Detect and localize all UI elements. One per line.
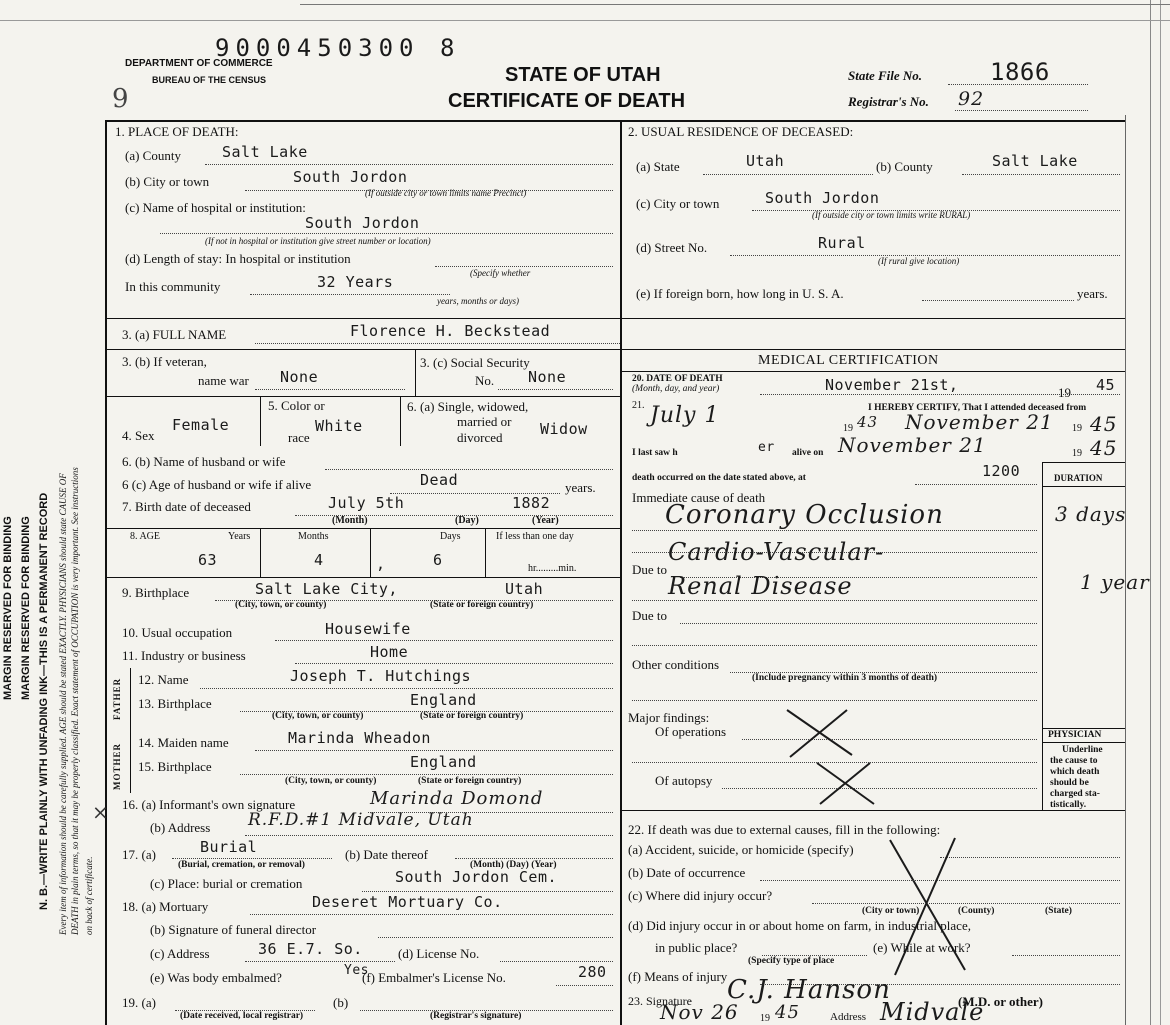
attended-to: November 21 (905, 410, 1054, 434)
informant-sig-label: 16. (a) Informant's own signature (122, 797, 296, 812)
vrule-sex (260, 396, 261, 446)
age-comma: , (376, 555, 386, 573)
ss-number: None (528, 368, 567, 386)
place-heading: 1. PLACE OF DEATH: (115, 124, 239, 139)
age-years-lbl: Years (228, 531, 251, 542)
vrule-race (400, 396, 401, 446)
autopsy-x-mark (812, 758, 882, 808)
physician-head-rule (1042, 742, 1125, 743)
duration-2: 1 year (1080, 570, 1150, 594)
serial-number: 9000450300 8 (215, 34, 461, 62)
physician-signature: C.J. Hanson (727, 975, 891, 1005)
attended-from: July 1 (650, 403, 720, 428)
phys-note-5: charged sta- (1050, 789, 1100, 799)
industry-label: 11. Industry or business (122, 648, 246, 663)
rule-age-bottom (105, 577, 620, 578)
phys-note-1: Underline (1062, 745, 1103, 755)
father-name-label: 12. Name (138, 672, 189, 687)
date-thereof-label: (b) Date thereof (345, 847, 429, 862)
cause-due-to-a: Cardio-Vascular- (668, 538, 885, 566)
of-autopsy-label: Of autopsy (655, 773, 713, 788)
md-label: (M.D. or other) (958, 994, 1043, 1009)
where-label: (c) Where did injury occur? (628, 888, 773, 903)
physician-box-top (1042, 728, 1125, 729)
mb-state-lbl: (State or foreign country) (418, 776, 522, 786)
signature-label: 23. Signature (628, 994, 692, 1008)
war-label: name war (198, 373, 249, 388)
death-county: Salt Lake (222, 143, 308, 161)
vrule-age1 (260, 528, 261, 577)
embalmed: Yes (344, 963, 369, 978)
age-label: 8. AGE (130, 531, 160, 542)
specify-place: (Specify type of place (748, 956, 835, 966)
marital-status: Widow (540, 420, 588, 438)
cert-title: CERTIFICATE OF DEATH (448, 90, 686, 112)
immediate-cause: Coronary Occlusion (665, 500, 944, 530)
day-lbl: (Day) (455, 515, 479, 526)
sig-date: Nov 26 (660, 1000, 739, 1024)
duration-header: DURATION (1054, 473, 1103, 483)
informant-addr-label: (b) Address (150, 820, 211, 835)
public-question: in public place? (655, 940, 738, 955)
dod-label: 20. DATE OF DEATH (632, 374, 723, 384)
registrar-sig-lbl: (Registrar's signature) (430, 1011, 522, 1021)
father-side-label: FATHER (112, 677, 122, 720)
burial-place-label: (c) Place: burial or cremation (150, 876, 303, 891)
last-saw-date: November 21 (838, 433, 987, 457)
ext-state-lbl: (State) (1045, 906, 1072, 916)
paper-edge-2 (1160, 0, 1161, 1025)
marital-label-3: divorced (457, 430, 503, 445)
date-received-lbl: (Date received, local registrar) (180, 1011, 304, 1021)
left-border (105, 120, 107, 1025)
bp-city-lbl: (City, town, or county) (235, 600, 327, 610)
bureau-label: BUREAU OF THE CENSUS (152, 75, 267, 85)
margin-permanent-record: N. B.—WRITE PLAINLY WITH UNFADING INK—THIS IS A PERMANENT RECORD (38, 492, 50, 910)
duration-head-rule (1042, 486, 1125, 487)
rule-name (105, 318, 1125, 319)
paper-edge (1150, 0, 1151, 1025)
phys-note-3: which death (1050, 767, 1100, 777)
marital-label: 6. (a) Single, widowed, (407, 399, 529, 414)
marital-label-2: married or (457, 414, 512, 429)
phys-note-6: tistically. (1050, 800, 1087, 810)
age-months-lbl: Months (298, 531, 329, 542)
rule-veteran (105, 349, 1125, 350)
burial-note: (Burial, cremation, or removal) (178, 860, 305, 870)
mortuary-address-label: (c) Address (150, 946, 210, 961)
last-19: 19 (1072, 448, 1082, 459)
mortuary-label: 18. (a) Mortuary (122, 899, 209, 914)
vrule-veteran (415, 349, 416, 396)
license-label: (d) License No. (398, 946, 480, 961)
margin-binding-2: MARGIN RESERVED FOR BINDING (20, 516, 32, 700)
dod-year: 45 (1096, 376, 1116, 394)
mother-name-label: 14. Maiden name (138, 735, 229, 750)
state-file-label: State File No. (848, 68, 923, 83)
res-street-label: (d) Street No. (636, 240, 708, 255)
spouse-age: Dead (420, 471, 459, 489)
specify-whether: (Specify whether (470, 268, 531, 278)
while-work: (e) While at work? (873, 940, 971, 955)
industry: Home (370, 643, 409, 661)
sig-19: 19 (760, 1013, 770, 1024)
mother-birth-label: 15. Birthplace (138, 759, 212, 774)
dod-note: (Month, day, and year) (632, 384, 720, 394)
veteran-label: 3. (b) If veteran, (122, 354, 207, 369)
race-label: 5. Color or (268, 398, 325, 413)
ext-city-lbl: (City or town) (862, 906, 920, 916)
hospital-name: South Jordon (305, 214, 420, 232)
physician-header: PHYSICIAN (1048, 730, 1102, 740)
operations-x-mark (782, 705, 857, 760)
stay-label: (d) Length of stay: In hospital or institution (125, 251, 351, 266)
preg-note: (Include pregnancy within 3 months of death) (752, 673, 938, 683)
top-paper-edge (300, 4, 1170, 5)
year-lbl: (Year) (532, 515, 559, 526)
race-sub: race (288, 430, 310, 445)
phys-note-4: should be (1050, 778, 1089, 788)
hospital-note: (If not in hospital or institution give street number or location) (205, 236, 431, 246)
rule-age-top (105, 528, 620, 529)
race: White (315, 417, 363, 435)
means-label: (f) Means of injury (628, 969, 728, 984)
res-street: Rural (818, 234, 866, 252)
item19b-label: (b) (333, 995, 349, 1010)
res-county-label: (b) County (876, 159, 933, 174)
embalmer-license-label: (f) Embalmer's License No. (362, 970, 506, 985)
duration-top (1042, 462, 1125, 463)
less-one-day: If less than one day (496, 531, 574, 542)
community-length: 32 Years (317, 273, 394, 291)
war-name: None (280, 368, 319, 386)
community-label: In this community (125, 279, 221, 294)
rule-external (620, 810, 1125, 811)
vrule-age2 (370, 528, 371, 577)
certify-text: I HEREBY CERTIFY, That I attended deceased from (868, 403, 1087, 413)
informant-signature: Marinda Domond (370, 788, 544, 809)
major-findings-label: Major findings: (628, 710, 710, 725)
last-saw-her: er (758, 440, 775, 455)
age-months: 4 (314, 551, 324, 569)
burial-label: 17. (a) (122, 847, 156, 862)
sex: Female (172, 416, 230, 434)
registrar-no: 92 (958, 88, 985, 110)
age-years: 63 (198, 551, 218, 569)
top-border (105, 120, 1125, 122)
mdy-lbl: (Month) (Day) (Year) (470, 860, 557, 870)
medical-heading: MEDICAL CERTIFICATION (758, 353, 939, 368)
city-label: (b) City or town (125, 174, 210, 189)
vrule-age3 (485, 528, 486, 577)
bp-state-lbl: (State or foreign country) (430, 600, 534, 610)
to-year: 45 (1090, 412, 1118, 436)
ss-no-label: No. (475, 373, 495, 388)
margin-mark: 9 (112, 84, 129, 114)
death-city: South Jordon (293, 168, 408, 186)
county-label: (a) County (125, 148, 181, 163)
ext-county-lbl: (County) (958, 906, 995, 916)
margin-instructions-3: on back of certificate. (84, 856, 94, 935)
birthplace-state: Utah (505, 580, 544, 598)
spouse-age-label: 6 (c) Age of husband or wife if alive (122, 477, 312, 492)
hospital-label: (c) Name of hospital or institution: (125, 200, 306, 215)
embalmed-label: (e) Was body embalmed? (150, 970, 282, 985)
dod-19: 19 (1058, 385, 1071, 400)
age-days-lbl: Days (440, 531, 461, 542)
state-file-no: 1866 (990, 58, 1050, 86)
embalmer-license: 280 (578, 963, 607, 981)
mother-birthplace: England (410, 753, 477, 771)
state-title: STATE OF UTAH (505, 64, 661, 86)
hr-min: hr.........min. (528, 563, 577, 574)
informant-address: R.F.D.#1 Midvale, Utah (248, 810, 474, 830)
res-city: South Jordon (765, 189, 880, 207)
duration-col (1042, 462, 1043, 810)
home-question: (d) Did injury occur in or about home on farm, in industrial place, (628, 918, 971, 933)
rule-sex (105, 396, 620, 397)
father-name: Joseph T. Hutchings (290, 667, 472, 685)
father-birthplace: England (410, 691, 477, 709)
from-19: 19 (843, 423, 853, 434)
ss-label: 3. (c) Social Security (420, 355, 530, 370)
birthplace-city: Salt Lake City, (255, 580, 398, 598)
age-days: 6 (433, 551, 443, 569)
occurrence-label: (b) Date of occurrence (628, 865, 746, 880)
accident-label: (a) Accident, suicide, or homicide (specify) (628, 842, 854, 857)
date-of-death: November 21st, (825, 376, 959, 394)
mb-city-lbl: (City, town, or county) (285, 776, 377, 786)
due-to-label: Due to (632, 562, 668, 577)
res-county: Salt Lake (992, 152, 1078, 170)
parents-bracket (130, 668, 131, 793)
burial-type: Burial (200, 838, 258, 856)
external-x-mark (880, 830, 975, 980)
birthdate-label: 7. Birth date of deceased (122, 499, 251, 514)
mother-side-label: MOTHER (112, 742, 122, 790)
sex-label: 4. Sex (122, 428, 155, 443)
immediate-cause-label: Immediate cause of death (632, 490, 766, 505)
birth-year: 1882 (512, 494, 551, 512)
margin-binding-1: MARGIN RESERVED FOR BINDING (2, 516, 14, 700)
last-year: 45 (1090, 436, 1118, 460)
mother-name: Marinda Wheadon (288, 729, 431, 747)
cause-due-to-b: Renal Disease (668, 572, 853, 600)
burial-place: South Jordon Cem. (395, 868, 558, 886)
sig-address-label: Address (830, 1011, 867, 1023)
death-occurred-label: death occurred on the date stated above, at (632, 473, 806, 483)
item21-label: 21. (632, 400, 645, 411)
foreign-label: (e) If foreign born, how long in U. S. A. (636, 286, 844, 301)
of-operations-label: Of operations (655, 724, 727, 739)
husband-label: 6. (b) Name of husband or wife (122, 454, 286, 469)
item19-label: 19. (a) (122, 995, 156, 1010)
residence-heading: 2. USUAL RESIDENCE OF DECEASED: (628, 124, 854, 139)
margin-instructions-1: Every item of information should be carefully supplied. AGE should be stated EXACTLY. PHYSICIANS should state CAUSE OF (58, 473, 68, 935)
birthplace-label: 9. Birthplace (122, 585, 190, 600)
margin-instructions-2: DEATH in plain terms, so that it may be properly classified. Exact statement of OCCUPATION is very important. See instructions (70, 467, 80, 935)
phys-note-2: the cause to (1050, 756, 1098, 766)
res-state-label: (a) State (636, 159, 680, 174)
mortuary-address: 36 E.7. So. (258, 940, 363, 958)
external-heading: 22. If death was due to external causes, fill in the following: (628, 822, 941, 837)
center-divider (620, 120, 622, 1025)
last-saw-label: I last saw h (632, 448, 678, 458)
fb-state-lbl: (State or foreign country) (420, 711, 524, 721)
mortuary: Deseret Mortuary Co. (312, 893, 503, 911)
fb-city-lbl: (City, town, or county) (272, 711, 364, 721)
funeral-director-label: (b) Signature of funeral director (150, 922, 317, 937)
registrar-label: Registrar's No. (848, 94, 929, 109)
birth-month-day: July 5th (328, 494, 405, 512)
spouse-years: years. (565, 480, 596, 495)
res-street-note: (If rural give location) (878, 256, 960, 266)
time-of-death: 1200 (982, 462, 1021, 480)
occupation-label: 10. Usual occupation (122, 625, 233, 640)
father-birth-label: 13. Birthplace (138, 696, 212, 711)
occupation: Housewife (325, 620, 411, 638)
check-mark: × (92, 800, 109, 824)
sig-year: 45 (775, 1002, 800, 1023)
top-paper-edge-2 (0, 20, 1170, 21)
res-city-note: (If outside city or town limits write RURAL) (812, 210, 971, 220)
dept-label: DEPARTMENT OF COMMERCE (125, 58, 273, 69)
res-city-label: (c) City or town (636, 196, 720, 211)
foreign-years: years. (1077, 286, 1108, 301)
rule-medical (620, 371, 1125, 372)
alive-on: alive on (792, 448, 824, 458)
specify-units: years, months or days) (437, 296, 519, 306)
duration-1: 3 days (1055, 502, 1127, 526)
sig-address: Midvale (880, 998, 985, 1025)
full-name: Florence H. Beckstead (350, 322, 551, 340)
res-state: Utah (746, 152, 785, 170)
city-note: (If outside city or town limits name Precinct) (365, 188, 527, 198)
due-to-2-label: Due to (632, 608, 668, 623)
to-19: 19 (1072, 423, 1082, 434)
month-lbl: (Month) (332, 515, 368, 526)
other-conditions-label: Other conditions (632, 657, 720, 672)
from-year: 43 (857, 413, 879, 431)
full-name-label: 3. (a) FULL NAME (122, 327, 227, 342)
